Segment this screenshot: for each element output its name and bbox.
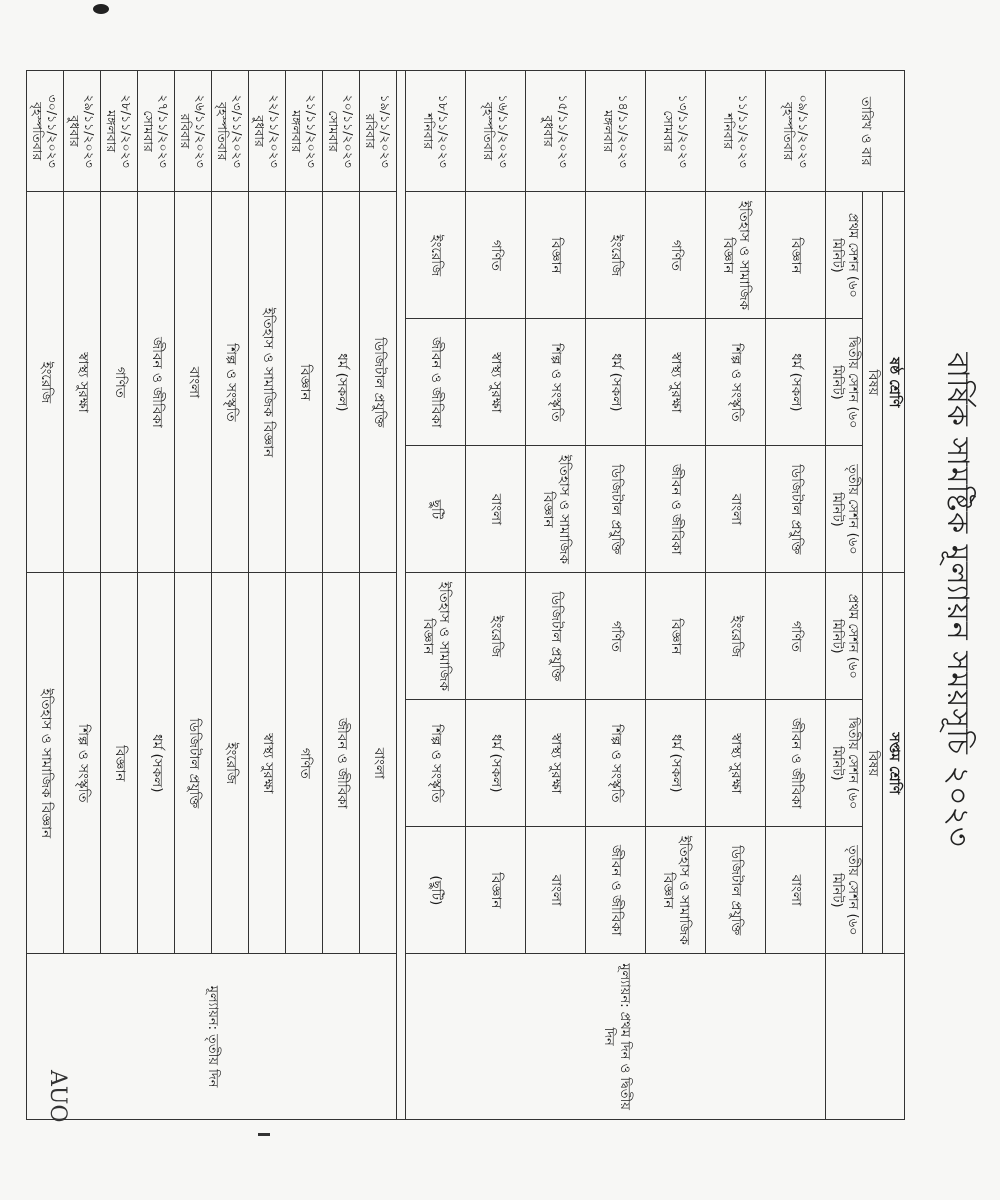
- grade6-subject-cell: ধর্ম (সকল): [766, 319, 826, 446]
- note-part1: মূল্যায়ন: প্রথম দিন ও দ্বিতীয় দিন: [406, 954, 826, 1120]
- document-title: বার্ষিক সামষ্টিক মূল্যায়ন সময়সূচি ২০২৩: [940, 352, 975, 848]
- day-text: বুধবার: [540, 115, 556, 147]
- grade6-subject-cell: ছুটি: [406, 446, 466, 573]
- date-day-cell: [706, 71, 766, 192]
- grade7-subject-cell: গণিত: [586, 573, 646, 700]
- signature-mark: AUO: [45, 1070, 70, 1123]
- grade7-subject-cell: স্বাস্থ্য সুরক্ষা: [249, 573, 286, 954]
- date-text: ১৮/১১/২০২৩: [435, 94, 451, 168]
- grade6-subject-cell: ইংরেজি: [406, 192, 466, 319]
- header-grade6: ষষ্ঠ শ্রেণি: [883, 192, 905, 573]
- grade6-subject-cell: স্বাস্থ্য সুরক্ষা: [64, 192, 101, 573]
- date-text: ১৬/১১/২০২৩: [495, 94, 511, 168]
- day-text: সোমবার: [660, 110, 676, 152]
- grade7-subject-cell: স্বাস্থ্য সুরক্ষা: [706, 700, 766, 827]
- grade6-subject-cell: শিল্প ও সংস্কৃতি: [706, 319, 766, 446]
- day-text: বৃহস্পতিবার: [480, 102, 496, 161]
- date-day-cell: [286, 71, 323, 192]
- grade7-subject-cell: শিল্প ও সংস্কৃতি: [586, 700, 646, 827]
- grade7-subject-cell: (ছুটি): [406, 827, 466, 954]
- grade6-subject-cell: শিল্প ও সংস্কৃতি: [212, 192, 249, 573]
- date-text: ২২/১১/২০২৩: [267, 94, 283, 168]
- date-text: ১১/১১/২০২৩: [735, 94, 751, 168]
- grade7-subject-cell: ধর্ম (সকল): [646, 700, 706, 827]
- grade6-subject-cell: ধর্ম (সকল): [586, 319, 646, 446]
- grade7-subject-cell: বাংলা: [526, 827, 586, 954]
- date-text: ২৭/১১/২০২৩: [156, 94, 172, 168]
- grade7-subject-cell: বিজ্ঞান: [466, 827, 526, 954]
- day-text: বুধবার: [67, 115, 83, 147]
- grade7-subject-cell: ইতিহাস ও সামাজিক বিজ্ঞান: [646, 827, 706, 954]
- header-grade7: সপ্তম শ্রেণি: [883, 573, 905, 954]
- date-day-cell: [101, 71, 138, 192]
- grade7-subject-cell: ইংরেজি: [706, 573, 766, 700]
- grade6-subject-cell: ইতিহাস ও সামাজিক বিজ্ঞান: [249, 192, 286, 573]
- grade7-subject-cell: ইতিহাস ও সামাজিক বিজ্ঞান: [27, 573, 64, 954]
- date-day-cell: [360, 71, 397, 192]
- date-day-cell: [526, 71, 586, 192]
- day-text: বুধবার: [252, 115, 268, 147]
- date-day-cell: [27, 71, 64, 192]
- grade7-subject-cell: ডিজিটাল প্রযুক্তি: [706, 827, 766, 954]
- grade7-subject-cell: জীবন ও জীবিকা: [766, 700, 826, 827]
- header-subject-g6: বিষয়: [862, 192, 883, 573]
- grade7-subject-cell: গণিত: [286, 573, 323, 954]
- grade7-subject-cell: বাংলা: [360, 573, 397, 954]
- header-blank: [826, 954, 905, 1120]
- day-text: মঙ্গলবার: [600, 110, 616, 153]
- date-text: ২৯/১১/২০২৩: [82, 94, 98, 168]
- day-text: রবিবার: [178, 113, 194, 149]
- grade6-subject-cell: ধর্ম (সকল): [323, 192, 360, 573]
- grade6-subject-cell: জীবন ও জীবিকা: [646, 446, 706, 573]
- date-day-cell: [175, 71, 212, 192]
- date-text: ১৯/১১/২০২৩: [378, 94, 394, 168]
- grade7-subject-cell: জীবন ও জীবিকা: [323, 573, 360, 954]
- grade6-subject-cell: জীবন ও জীবিকা: [406, 319, 466, 446]
- date-text: ৩০/১১/২০২৩: [45, 94, 61, 168]
- grade7-subject-cell: ইতিহাস ও সামাজিক বিজ্ঞান: [406, 573, 466, 700]
- header-row-grades: [883, 71, 905, 1120]
- grade6-subject-cell: বাংলা: [175, 192, 212, 573]
- grade6-subject-cell: ইতিহাস ও সামাজিক বিজ্ঞান: [526, 446, 586, 573]
- date-text: ২৮/১১/২০২৩: [119, 94, 135, 168]
- date-day-cell: [64, 71, 101, 192]
- header-subject-g7: বিষয়: [862, 573, 883, 954]
- date-text: ২৩/১১/২০২৩: [230, 94, 246, 168]
- day-text: রবিবার: [363, 113, 379, 149]
- grade6-subject-cell: বিজ্ঞান: [526, 192, 586, 319]
- grade6-subject-cell: বাংলা: [706, 446, 766, 573]
- grade6-subject-cell: ইংরেজি: [27, 192, 64, 573]
- grade7-subject-cell: জীবন ও জীবিকা: [586, 827, 646, 954]
- header-g7-session2: দ্বিতীয় সেশন (৬০ মিনিট): [826, 700, 862, 827]
- day-text: সোমবার: [326, 110, 342, 152]
- separator: [397, 71, 406, 1120]
- day-text: বৃহস্পতিবার: [780, 102, 796, 161]
- header-g6-session1: প্রথম সেশন (৬০ মিনিট): [826, 192, 862, 319]
- part1-body: [406, 71, 826, 1120]
- day-text: সোমবার: [141, 110, 157, 152]
- date-day-cell: [766, 71, 826, 192]
- day-text: বৃহস্পতিবার: [30, 102, 46, 161]
- grade6-subject-cell: বিজ্ঞান: [766, 192, 826, 319]
- table-row: [360, 71, 397, 1120]
- date-text: ১৩/১১/২০২৩: [675, 94, 691, 168]
- date-day-cell: [586, 71, 646, 192]
- header-g7-session3: তৃতীয় সেশন (৬০ মিনিট): [826, 827, 862, 954]
- grade6-subject-cell: শিল্প ও সংস্কৃতি: [526, 319, 586, 446]
- grade7-subject-cell: ইংরেজি: [212, 573, 249, 954]
- date-text: ২৬/১১/২০২৩: [193, 94, 209, 168]
- grade7-subject-cell: বিজ্ঞান: [646, 573, 706, 700]
- date-day-cell: [249, 71, 286, 192]
- grade6-subject-cell: স্বাস্থ্য সুরক্ষা: [646, 319, 706, 446]
- grade6-subject-cell: ইতিহাস ও সামাজিক বিজ্ঞান: [706, 192, 766, 319]
- date-text: ১৪/১১/২০২৩: [615, 94, 631, 168]
- grade7-subject-cell: ডিজিটাল প্রযুক্তি: [526, 573, 586, 700]
- grade7-subject-cell: গণিত: [766, 573, 826, 700]
- grade6-subject-cell: বিজ্ঞান: [286, 192, 323, 573]
- grade7-subject-cell: স্বাস্থ্য সুরক্ষা: [526, 700, 586, 827]
- grade6-subject-cell: গণিত: [466, 192, 526, 319]
- part2-body: [27, 71, 397, 1123]
- header-g7-session1: প্রথম সেশন (৬০ মিনিট): [826, 573, 862, 700]
- grade6-subject-cell: জীবন ও জীবিকা: [138, 192, 175, 573]
- schedule-table: [26, 70, 905, 1123]
- table-row: [766, 71, 826, 1120]
- grade6-subject-cell: ডিজিটাল প্রযুক্তি: [766, 446, 826, 573]
- date-day-cell: [138, 71, 175, 192]
- grade6-subject-cell: ডিজিটাল প্রযুক্তি: [586, 446, 646, 573]
- grade6-subject-cell: ইংরেজি: [586, 192, 646, 319]
- date-day-cell: [646, 71, 706, 192]
- grade7-subject-cell: ধর্ম (সকল): [466, 700, 526, 827]
- date-day-cell: [323, 71, 360, 192]
- grade7-subject-cell: ধর্ম (সকল): [138, 573, 175, 954]
- grade7-subject-cell: শিল্প ও সংস্কৃতি: [64, 573, 101, 954]
- grade7-subject-cell: ইংরেজি: [466, 573, 526, 700]
- date-day-cell: [212, 71, 249, 192]
- grade7-subject-cell: বিজ্ঞান: [101, 573, 138, 954]
- grade7-subject-cell: বাংলা: [766, 827, 826, 954]
- date-text: ০৯/১১/২০২৩: [795, 94, 811, 168]
- header-date-day: তারিখ ও বার: [826, 71, 905, 192]
- day-text: বৃহস্পতিবার: [215, 102, 231, 161]
- note-part2: মূল্যায়ন: তৃতীয় দিন: [27, 954, 397, 1120]
- header-g6-session2: দ্বিতীয় সেশন (৬০ মিনিট): [826, 319, 862, 446]
- grade6-subject-cell: স্বাস্থ্য সুরক্ষা: [466, 319, 526, 446]
- date-day-cell: [466, 71, 526, 192]
- date-text: ২১/১১/২০২৩: [304, 94, 320, 168]
- date-text: ২০/১১/২০২৩: [341, 94, 357, 168]
- grade7-subject-cell: শিল্প ও সংস্কৃতি: [406, 700, 466, 827]
- day-text: শনিবার: [720, 113, 736, 150]
- grade6-subject-cell: ডিজিটাল প্রযুক্তি: [360, 192, 397, 573]
- grade6-subject-cell: বাংলা: [466, 446, 526, 573]
- grade6-subject-cell: গণিত: [101, 192, 138, 573]
- date-text: ১৫/১১/২০২৩: [555, 94, 571, 168]
- day-text: শনিবার: [420, 113, 436, 150]
- day-text: মঙ্গলবার: [104, 110, 120, 153]
- date-day-cell: [406, 71, 466, 192]
- grade7-subject-cell: ডিজিটাল প্রযুক্তি: [175, 573, 212, 954]
- day-text: মঙ্গলবার: [289, 110, 305, 153]
- grade6-subject-cell: গণিত: [646, 192, 706, 319]
- header-g6-session3: তৃতীয় সেশন (৬০ মিনিট): [826, 446, 862, 573]
